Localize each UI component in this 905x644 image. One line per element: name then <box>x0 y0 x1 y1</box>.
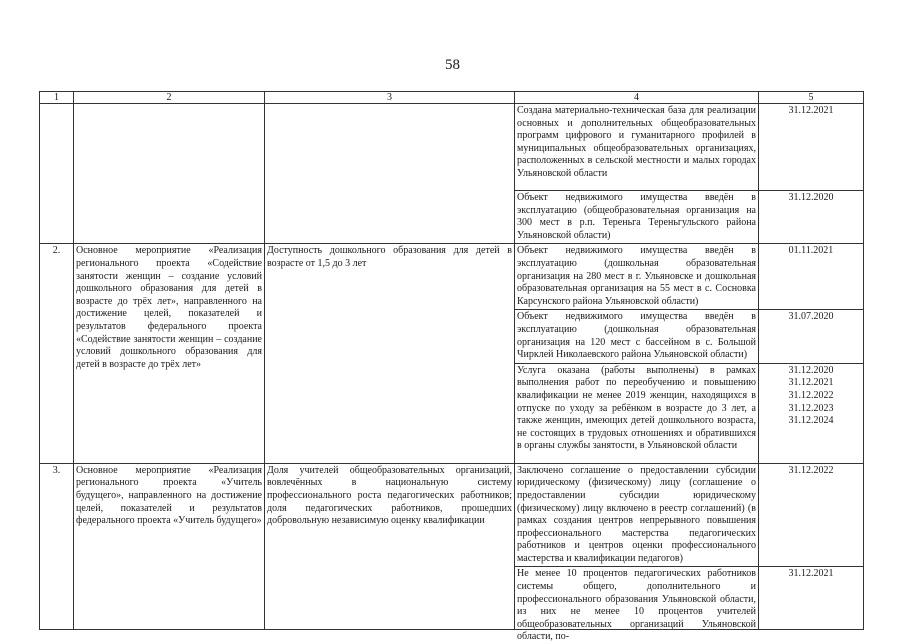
result-cell: Заключено соглашение о предоставлении субсидии юридическому (физическому) лицу (соглашение о предоставлении субсидии юридическому (физическому) лицу включено в реестр соглашений) (в рамках создания центров непрерывного повышения профессионального мастерства педагогических работников и центров оценки профессионального мастерства и квалификации педагогов) <box>515 463 759 567</box>
measure-cell <box>74 104 265 244</box>
deadline-date: 31.12.2021 <box>788 377 834 389</box>
deadline-date: 31.12.2024 <box>788 415 834 427</box>
deadline-date: 31.07.2020 <box>788 311 834 323</box>
result-cell <box>515 567 759 643</box>
header-col-5: 5 <box>759 92 864 104</box>
deadline-date: 31.12.2022 <box>788 389 834 401</box>
row-number: 2. <box>40 244 74 463</box>
deadline-cell <box>759 567 864 630</box>
deadline-date: 31.12.2020 <box>788 192 834 203</box>
page-number: 58 <box>445 57 460 73</box>
indicator-cell: Доля учителей общеобразовательных организаций, вовлечённых в национальную систему профессионального роста педагогических работников; доля педагогических работников, прошедших добровольную независимую оценку квалификации <box>265 463 515 630</box>
result-cell: Объект недвижимого имущества введён в эксплуатацию (дошкольная образовательная организация на 120 мест с бассейном в с. Большой Чирклей Николаевского района Ульяновской области) <box>515 310 759 363</box>
deadline-cell <box>759 310 864 363</box>
measure-cell: Основное мероприятие «Реализация регионального проекта «Содействие занятости женщин – создание условий дошкольного образования для детей в возрасте до трёх лет», направленного на достижение целей, показателей и результатов федерального проекта «Содействие занятости женщин – создание условий дошкольного образования для детей в возрасте до трёх лет» <box>74 244 265 463</box>
header-col-1: 1 <box>40 92 74 104</box>
deadline-date: 31.12.2023 <box>788 402 834 414</box>
result-cell: Объект недвижимого имущества введён в эксплуатацию (общеобразовательная организация на 300 мест в р.п. Тереньга Тереньгульского района Ульяновской области) <box>515 191 759 244</box>
indicator-cell <box>265 104 515 244</box>
table-row <box>40 244 864 310</box>
deadline-date: 01.11.2021 <box>788 245 834 257</box>
deadline-cell <box>759 363 864 463</box>
table-row <box>40 104 864 191</box>
deadline-cell <box>759 104 864 191</box>
deadline-cell <box>759 191 864 244</box>
result-text-continued: Не менее 10 процентов педагогических работников системы общего, дополнительного и профессионального образования Ульяновской области, из них не менее 10 процентов учителей общеобразовательных организаций Ульяновской области, по- <box>517 568 756 643</box>
deadline-cell <box>759 463 864 567</box>
row-number: 3. <box>40 463 74 630</box>
header-row <box>40 92 864 104</box>
header-col-4: 4 <box>515 92 759 104</box>
result-cell: Создана материально-техническая база для реализации основных и дополнительных общеобразовательных программ цифрового и гуманитарного профилей в муниципальных общеобразовательных организациях, расположенных в сельской местности и малых городах Ульяновской области <box>515 104 759 191</box>
header-col-2: 2 <box>74 92 265 104</box>
row-number <box>40 104 74 244</box>
deadline-date: 31.12.2021 <box>788 568 834 580</box>
header-col-3: 3 <box>265 92 515 104</box>
program-table <box>39 91 864 643</box>
measure-cell: Основное мероприятие «Реализация регионального проекта «Учитель будущего», направленного на достижение целей, показателей и результатов федерального проекта «Учитель будущего» <box>74 463 265 630</box>
indicator-cell: Доступность дошкольного образования для детей в возрасте от 1,5 до 3 лет <box>265 244 515 463</box>
result-cell: Объект недвижимого имущества введён в эксплуатацию (дошкольная образовательная организация на 280 мест в г. Ульяновске и дошкольная образовательная организация на 55 мест в с. Сосновка Карсунского района Ульяновской области) <box>515 244 759 310</box>
deadline-cell <box>759 244 864 310</box>
deadline-date: 31.12.2021 <box>788 105 834 116</box>
result-cell: Услуга оказана (работы выполнены) в рамках выполнения работ по переобучению и повышению квалификации не менее 2019 женщин, находящихся в отпуске по уходу за ребёнком в возрасте до 3 лет, а также женщин, имеющих детей дошкольного возраста, не состоящих в трудовых отношениях и обратившихся в органы службы занятости, в Ульяновской области <box>515 363 759 463</box>
table-row <box>40 463 864 567</box>
deadline-date: 31.12.2022 <box>788 464 834 476</box>
deadline-date: 31.12.2020 <box>788 364 834 376</box>
